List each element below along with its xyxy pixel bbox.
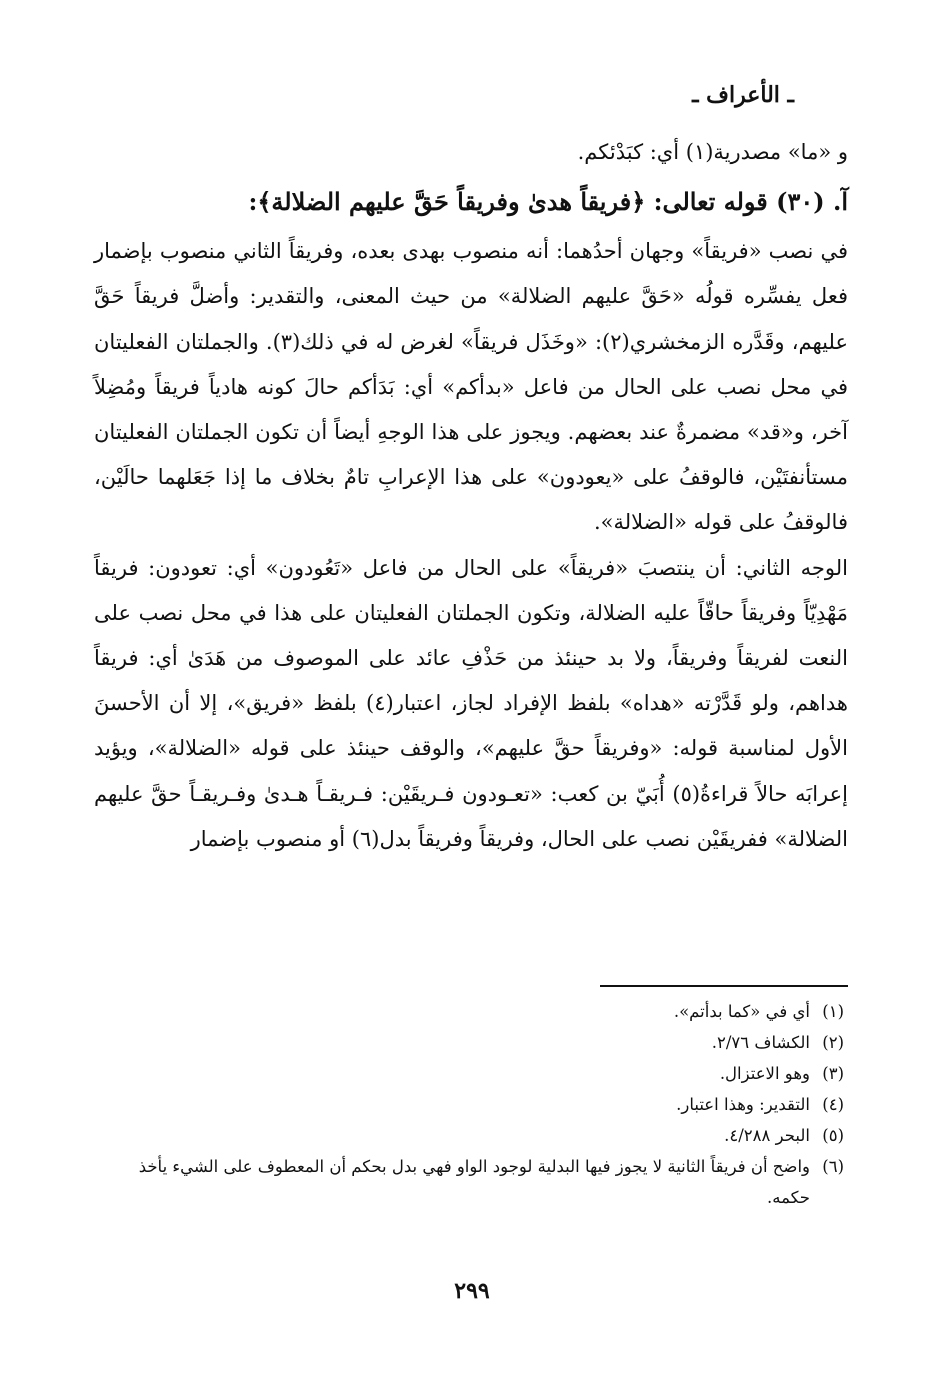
running-header: ـ الأعراف ـ — [692, 82, 794, 108]
footnote — [94, 1120, 844, 1151]
footnote-text: واضح أن فريقاً الثانية لا يجوز فيها البدلية لوجود الواو فهي بدل بحكم أن المعطوف على الشيء يأخذ حكمه. — [138, 1157, 810, 1207]
footnote — [94, 1089, 844, 1120]
main-text — [94, 130, 848, 862]
footnote-text: التقدير: وهذا اعتبار. — [676, 1095, 810, 1114]
verse-heading: آ. (٣٠) قوله تعالى: ﴿فريقاً هدىٰ وفريقاً حَقَّ عليهم الضلالة﴾: — [248, 187, 848, 217]
footnote-divider — [600, 985, 848, 987]
footnote — [94, 996, 844, 1027]
paragraph-second-view: الوجه الثاني: أن ينتصبَ «فريقاً» على الحال من فاعل «تَعُودون» أي: تعودون: فريقاً مَهْدِيّاً وفريقاً حاقّاً عليه الضلالة، وتكون الجملتان الفعليتان على هذا في محل نصب على النعت لفريقاً وفريقاً، ولا بد حينئذ من حَذْفِ عائد على الموصوف من هَدَىٰ أي: فريقاً هداهم، ولو قَدَّرْته «هداه» بلفظ الإفراد لجاز، اعتبار(٤) بلفظ «فريق»، إلا أن الأحسنَ الأول لمناسبة قوله: «وفريقاً حقَّ عليهم»، والوقف حينئذ على قوله «الضلالة»، ويؤيد إعرابَه حالاً قراءةُ(٥) أُبَيّ بن كعب: «تعـودون فـريقَيْن: فـريقـاً هـدىٰ وفـريقـاً حقَّ عليهم الضلالة» ففريقَيْن نصب على الحال، وفريقاً وفريقاً بدل(٦) أو منصوب بإضمار — [94, 555, 848, 851]
footnote-number: (٤) — [822, 1095, 844, 1114]
footnote — [94, 1151, 844, 1213]
footnotes — [94, 996, 844, 1213]
footnote-number: (٣) — [822, 1064, 844, 1083]
footnote — [94, 1058, 844, 1089]
paragraph-intro: و «ما» مصدرية(١) أي: كبَدْئكم. — [577, 140, 848, 164]
page-number: ٢٩٩ — [454, 1278, 490, 1304]
footnote-number: (٢) — [822, 1033, 844, 1052]
footnote-number: (٦) — [822, 1157, 844, 1176]
footnote-text: الكشاف ٢/٧٦. — [711, 1033, 810, 1052]
footnote-text: البحر ٤/٢٨٨. — [724, 1126, 810, 1145]
footnote-text: أي في «كما بدأتم». — [673, 1002, 810, 1021]
footnote-text: وهو الاعتزال. — [719, 1064, 810, 1083]
footnote-number: (٥) — [822, 1126, 844, 1145]
footnote-number: (١) — [822, 1002, 844, 1021]
footnote — [94, 1027, 844, 1058]
paragraph-first-view: في نصب «فريقاً» وجهان أحدُهما: أنه منصوب بهدى بعده، وفريقاً الثاني منصوب بإضمار فعل يفسِّره قولُه «حَقَّ عليهم الضلالة» من حيث المعنى، والتقدير: وأضلَّ فريقاً حَقَّ عليهم، وقَدَّره الزمخشري(٢): «وخَذَل فريقاً» لغرض له في ذلك(٣). والجملتان الفعليتان في محل نصب على الحال من فاعل «بدأكم» أي: بَدَأكم حالَ كونه هادياً فريقاً ومُضِلاً آخر، و«قد» مضمرةٌ عند بعضهم. ويجوز على هذا الوجهِ أيضاً أن تكون الجملتان الفعليتان مستأنفتَيْن، فالوقفُ على «يعودون» على هذا الإعرابِ تامٌ بخلاف ما إذا جَعَلهما حالَيْن، فالوقفُ على قوله «الضلالة». — [94, 239, 848, 535]
